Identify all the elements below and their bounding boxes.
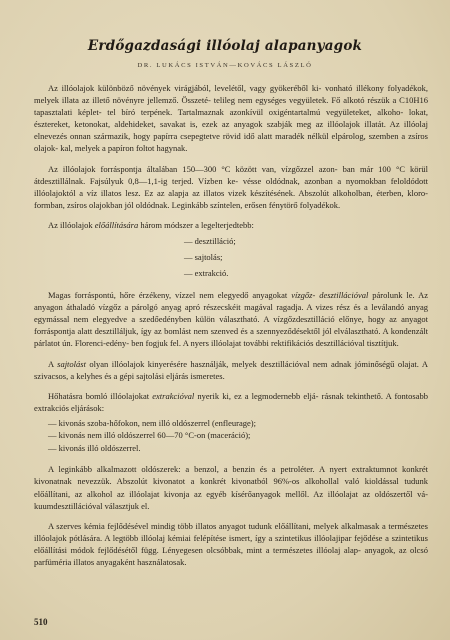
paragraph-synthetic: A szerves kémia fejlődésével mindig több illatos anyagot tudunk előállítani, melyek alkalmasak a természetes illóolajok pótlására. A legtöbb illóolaj kémiai felépítése ismert, így a szintetikus illóolajipar fejődése a szintetikus előállítási módok fejlődésétől függ. Lényegesen olcsóbbak, mint a természetes illóolaj alap- anyagok, az olcsó parfüméria illatos anyagaként használatosak. — [34, 520, 428, 568]
list-item: — sajtolás; — [184, 252, 223, 263]
extraction-list — [34, 417, 428, 455]
pressing-emphasis: sajtolást — [57, 358, 86, 369]
list-item: — extrakció. — [184, 268, 229, 279]
distillation-emphasis: vízgőz- desztillációval — [291, 290, 369, 301]
list-item: — kivonás szoba-hőfokon, nem illó oldószerrel (enfleurage); — [48, 417, 256, 428]
paragraph-distillation — [34, 289, 428, 349]
pressing-text-a: A — [48, 358, 58, 369]
distillation-text-a: Magas forráspontú, hőre érzékeny, vízzel nem elegyedő anyagokat — [48, 290, 292, 301]
article-authors: DR. LUKÁCS ISTVÁN—KOVÁCS LÁSZLÓ — [137, 62, 313, 69]
methods-intro-pre: Az illóolajok — [48, 219, 95, 230]
list-item: — kivonás illó oldószerrel. — [48, 442, 141, 453]
paragraph-intro: Az illóolajok különböző növények virágjából, levelétől, vagy gyökeréből ki- vonható illékony folyadékok, melyek illata az illető növényre jellemző. Összeté- telileg nem egységes vegyületek. Fő alkotó részük a C10H16 tapasztalati képlet- tel bíró terpének. Tartalmaznak azonkívül oxigéntartalmú vegyületeket, alkoho- lokat, észtereket, ketonokat, aldehideket, savakat is, ezek az anyagok szabják meg az illóolajok illatát. Az illóolaj elnevezés onnan származik, hogy papírra csepegtetve rövid idő alatt maradék nélkül elpárolog, szemben a zsíros olajok- kal, melyek a papíron foltot hagynak. — [34, 83, 428, 154]
extraction-text-b: nyerik ki, ez a legmodernebb eljá- rásnak tekinthető. A fontosabb extrakciós eljárások: — [34, 390, 428, 413]
list-item: — desztilláció; — [184, 236, 236, 247]
methods-intro-emphasis: előállítására — [94, 219, 139, 230]
paragraph-solvents: A leginkább alkalmazott oldószerek: a benzol, a benzin és a petroléter. A nyert extraktumnot konkrét kivonatnak nevezzük. Abszolút kivonatot a konkrét kivonatból 96%-os alkohollal való kioldással tudunk előállítani, az alkohol az illóolajat kivonja az egyéb kísérőanyagok mellől. Az illóolajat az oldószertől vá- kuumdesztillációval választjuk el. — [34, 464, 428, 511]
pressing-text-b: olyan illóolajok kinyerésére használják, melyek desztillációval nem adnak jóminőségű olajat. A szivacsos, a kelyhes és a gépi sajtolási eljárás ismeretes. — [34, 358, 429, 381]
paragraph-pressing — [34, 358, 428, 382]
page-number: 510 — [34, 617, 48, 627]
extraction-emphasis: extrakcióval — [152, 390, 195, 401]
article-body — [34, 82, 428, 576]
distillation-text-b: párolunk le. Az anyagon áthaladó vízgőz a párolgó anyag apró részecskéit magával ragadja. A vizes rész és a leválandó anyag egymással nem elegyedve a szedőedényben külön választható. A vízgőzdesztilláció előnye, hogy az anyagot forráspontja alatt desztilláljuk, így az bomlást nem szenved és a szennyeződésektől jól elválasztható. A kondenzált párlatot ún. Florenci-edény- ben fogjuk fel. A nyers illóolajat további rektifikációs desztillációval tisztítjuk. — [34, 290, 429, 349]
article-title: Erdőgazdasági illóolaj alapanyagok — [87, 38, 363, 54]
methods-list — [34, 233, 428, 281]
paragraph-properties: Az illóolajok forráspontja általában 150—300 °C között van, vízgőzzel azon- ban már 100 °C körül átdesztillálnak. Fajsúlyuk 0,8—1,1-ig terjed. Vízben ke- vésse oldódnak, azonban a nyomokban feloldódott illóolajoktól a víz illatos lesz. Ez az alapja az illatos vizek készítésének. Abszolút alkoholban, éterben, kloro- formban, zsíros olajokban jól oldódnak. Leginkább színtelen, erősen fénytörő folyadékok. — [34, 163, 428, 210]
extraction-text-a: Hőhatásra bomló illóolajokat — [48, 390, 153, 401]
paragraph-extraction — [34, 390, 428, 414]
methods-intro-post: három módszer a legelterjedtebb: — [138, 219, 254, 230]
paragraph-methods-intro — [34, 219, 428, 231]
list-item: — kivonás nem illó oldószerrel 60—70 °C-on (maceráció); — [48, 430, 251, 441]
